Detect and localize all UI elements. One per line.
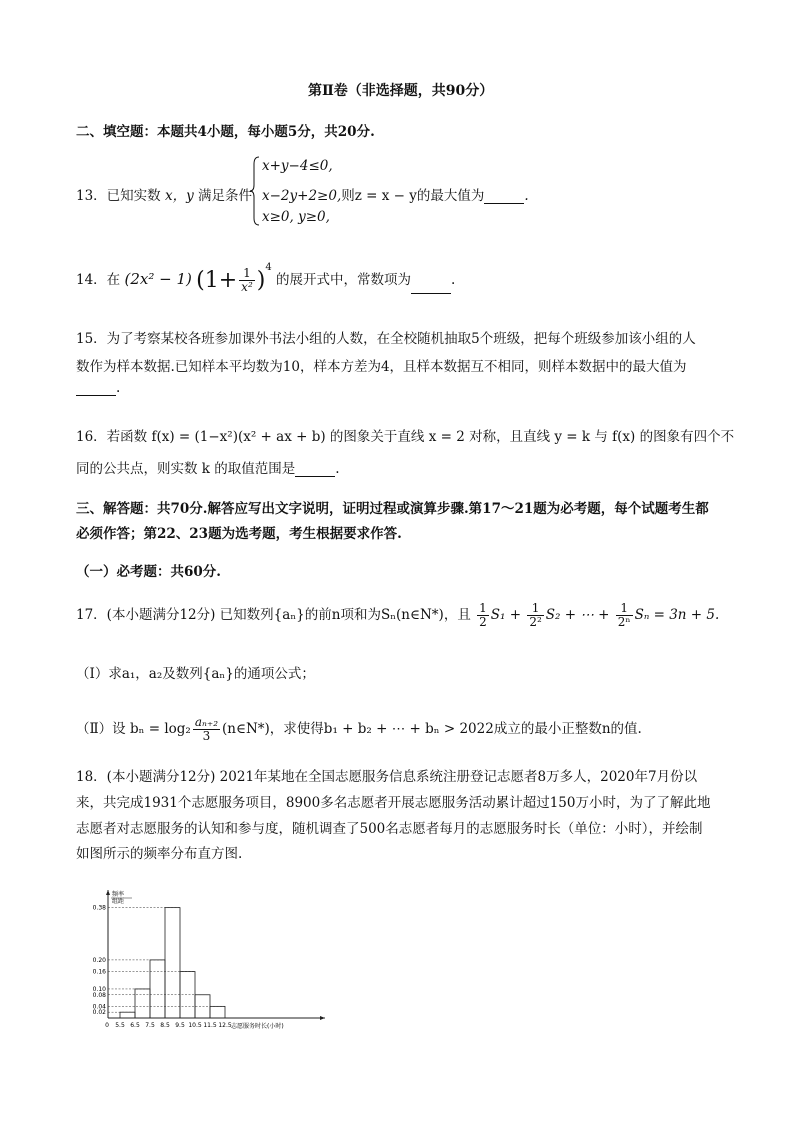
x-tick-label: 9.5 [175, 1022, 185, 1029]
y-tick-label: 0.38 [92, 904, 106, 912]
part3-header-line-1: 三、解答题：共70分.解答应写出文字说明，证明过程或演算步骤.第17～21题为必考题，每个试题考生都 [76, 501, 709, 517]
histogram-bar [135, 989, 150, 1018]
part3-header-line-2: 必须作答；第22、23题为选考题，考生根据要求作答. [76, 526, 402, 542]
q13-condition-1: x+y−4≤0, [262, 158, 333, 174]
q18-line-4: 如图所示的频率分布直方图. [76, 846, 243, 862]
q17-part-2-b: (n∈N*)，求使得b₁ + b₂ + ⋯ + bₙ > 2022成立的最小正整数n的值. [222, 721, 642, 737]
q17-term-3: Sₙ = 3n + 5. [634, 607, 720, 623]
y-tick-label: 0.04 [92, 1003, 106, 1011]
x-tick-label: 11.5 [203, 1022, 217, 1029]
q13-cond-label: 满足条件 [198, 188, 253, 204]
y-tick-label: 0.02 [92, 1009, 106, 1017]
part2-header: 二、填空题：本题共4小题，每小题5分，共20分. [76, 124, 375, 140]
y-tick-label: 0.10 [92, 985, 106, 993]
q16-answer-blank[interactable] [295, 462, 335, 477]
q18-line-3: 志愿者对志愿服务的认知和参与度，随机调查了500名志愿者每月的志愿服务时长（单位：小时），并绘制 [76, 821, 703, 837]
q13-answer-blank[interactable] [484, 189, 524, 204]
x-tick-label: 8.5 [160, 1022, 170, 1029]
y-tick-label: 0.08 [92, 991, 106, 999]
q14-answer-blank[interactable] [411, 279, 451, 294]
q17-term-2: S₂ + ⋯ + [545, 607, 610, 623]
x-axis-label: 志愿服务时长(小时) [231, 1023, 284, 1030]
q17-part-2-frac: $\frac{\text{aₙ₊₂}}{3}$ [194, 715, 219, 743]
question-14: 14．在 (2x² − 1) (1+ $\frac{1}{\text{x²}}$ )$^4$ 的展开式中，常数项为 . [76, 262, 456, 294]
x-axis-arrow [320, 1016, 325, 1020]
required-header: （一）必考题：共60分. [76, 564, 221, 580]
section-title: 第Ⅱ卷（非选择题，共90分） [308, 83, 494, 99]
q15-line-2: 数作为样本数据.已知样本平均数为10，样本方差为4，且样本数据互不相同，则样本数据中的最大值为 [76, 359, 687, 375]
histogram-bar [120, 1012, 135, 1018]
q14-tail: 的展开式中，常数项为 [276, 272, 412, 288]
q14-power: 4 [265, 262, 272, 273]
q15-answer-blank[interactable] [76, 381, 116, 396]
x-tick-label: 5.5 [115, 1022, 125, 1029]
q14-expr-a: (2x² − 1) [124, 270, 192, 288]
q13-brace [250, 156, 260, 226]
q14-fraction: $\frac{1}{\text{x²}}$ [241, 266, 253, 294]
q17-term-1: S₁ + [490, 607, 522, 623]
x-tick-label: 7.5 [145, 1022, 155, 1029]
y-tick-label: 0.20 [92, 956, 106, 964]
q16-line-1: 16．若函数 f(x) = (1−x²)(x² + ax + b) 的图象关于直线 x = 2 对称，且直线 y = k 与 f(x) 的图象有四个不 [76, 429, 735, 445]
q18-line-2: 来，共完成1931个志愿服务项目，8900多名志愿者开展志愿服务活动累计超过150万小时，为了了解此地 [76, 795, 711, 811]
histogram-bar [210, 1006, 225, 1018]
y-tick-label: 0.16 [92, 968, 106, 976]
q14-prefix: 14．在 [76, 272, 121, 288]
q18-line-1: 18．(本小题满分12分) 2021年某地在全国志愿服务信息系统注册登记志愿者8万多人，2020年7月份以 [76, 769, 698, 785]
q17-frac-1: $\frac{1}{2}$ [479, 601, 487, 629]
q17-frac-2: $\frac{1}{\text{2²}}$ [529, 601, 542, 629]
q13-condition-2-tail: 则z = x − y的最大值为 [341, 188, 485, 204]
q13-condition-3: x≥0, y≥0, [262, 209, 330, 225]
q14-expr-b-close: ) [256, 268, 266, 293]
histogram-svg [90, 882, 340, 1032]
q13-condition-2: x−2y+2≥0, [262, 188, 342, 204]
q13-vars: x，y [164, 188, 194, 204]
histogram-bar [165, 908, 180, 1018]
q17-part-2-a: （Ⅱ）设 bₙ = log₂ [76, 721, 191, 737]
q17-part-1: （Ⅰ）求a₁，a₂及数列{aₙ}的通项公式； [76, 666, 315, 682]
q15-line-1: 15．为了考察某校各班参加课外书法小组的人数，在全校随机抽取5个班级，把每个班级参加该小组的人 [76, 331, 696, 347]
q17-main: 17．(本小题满分12分) 已知数列{aₙ}的前n项和为Sₙ(n∈N*)，且 [76, 607, 471, 623]
x-tick-label: 10.5 [188, 1022, 202, 1029]
x-tick-label: 6.5 [130, 1022, 140, 1029]
x-tick-label: 12.5 [218, 1022, 232, 1029]
q16-line-2: 同的公共点，则实数 k 的取值范围是 [76, 461, 296, 477]
frequency-histogram [90, 882, 340, 1032]
y-axis-label-top: 频率 [112, 891, 125, 898]
q14-expr-b-open: (1+ [196, 268, 238, 293]
q13-prefix: 13．已知实数 [76, 188, 161, 204]
origin-label: 0 [105, 1022, 109, 1029]
histogram-bar [150, 960, 165, 1018]
y-axis-label-bottom: 组距 [112, 898, 125, 905]
q17-frac-3: $\frac{1}{\text{2ⁿ}}$ [617, 601, 631, 629]
y-axis-arrow [106, 890, 110, 895]
